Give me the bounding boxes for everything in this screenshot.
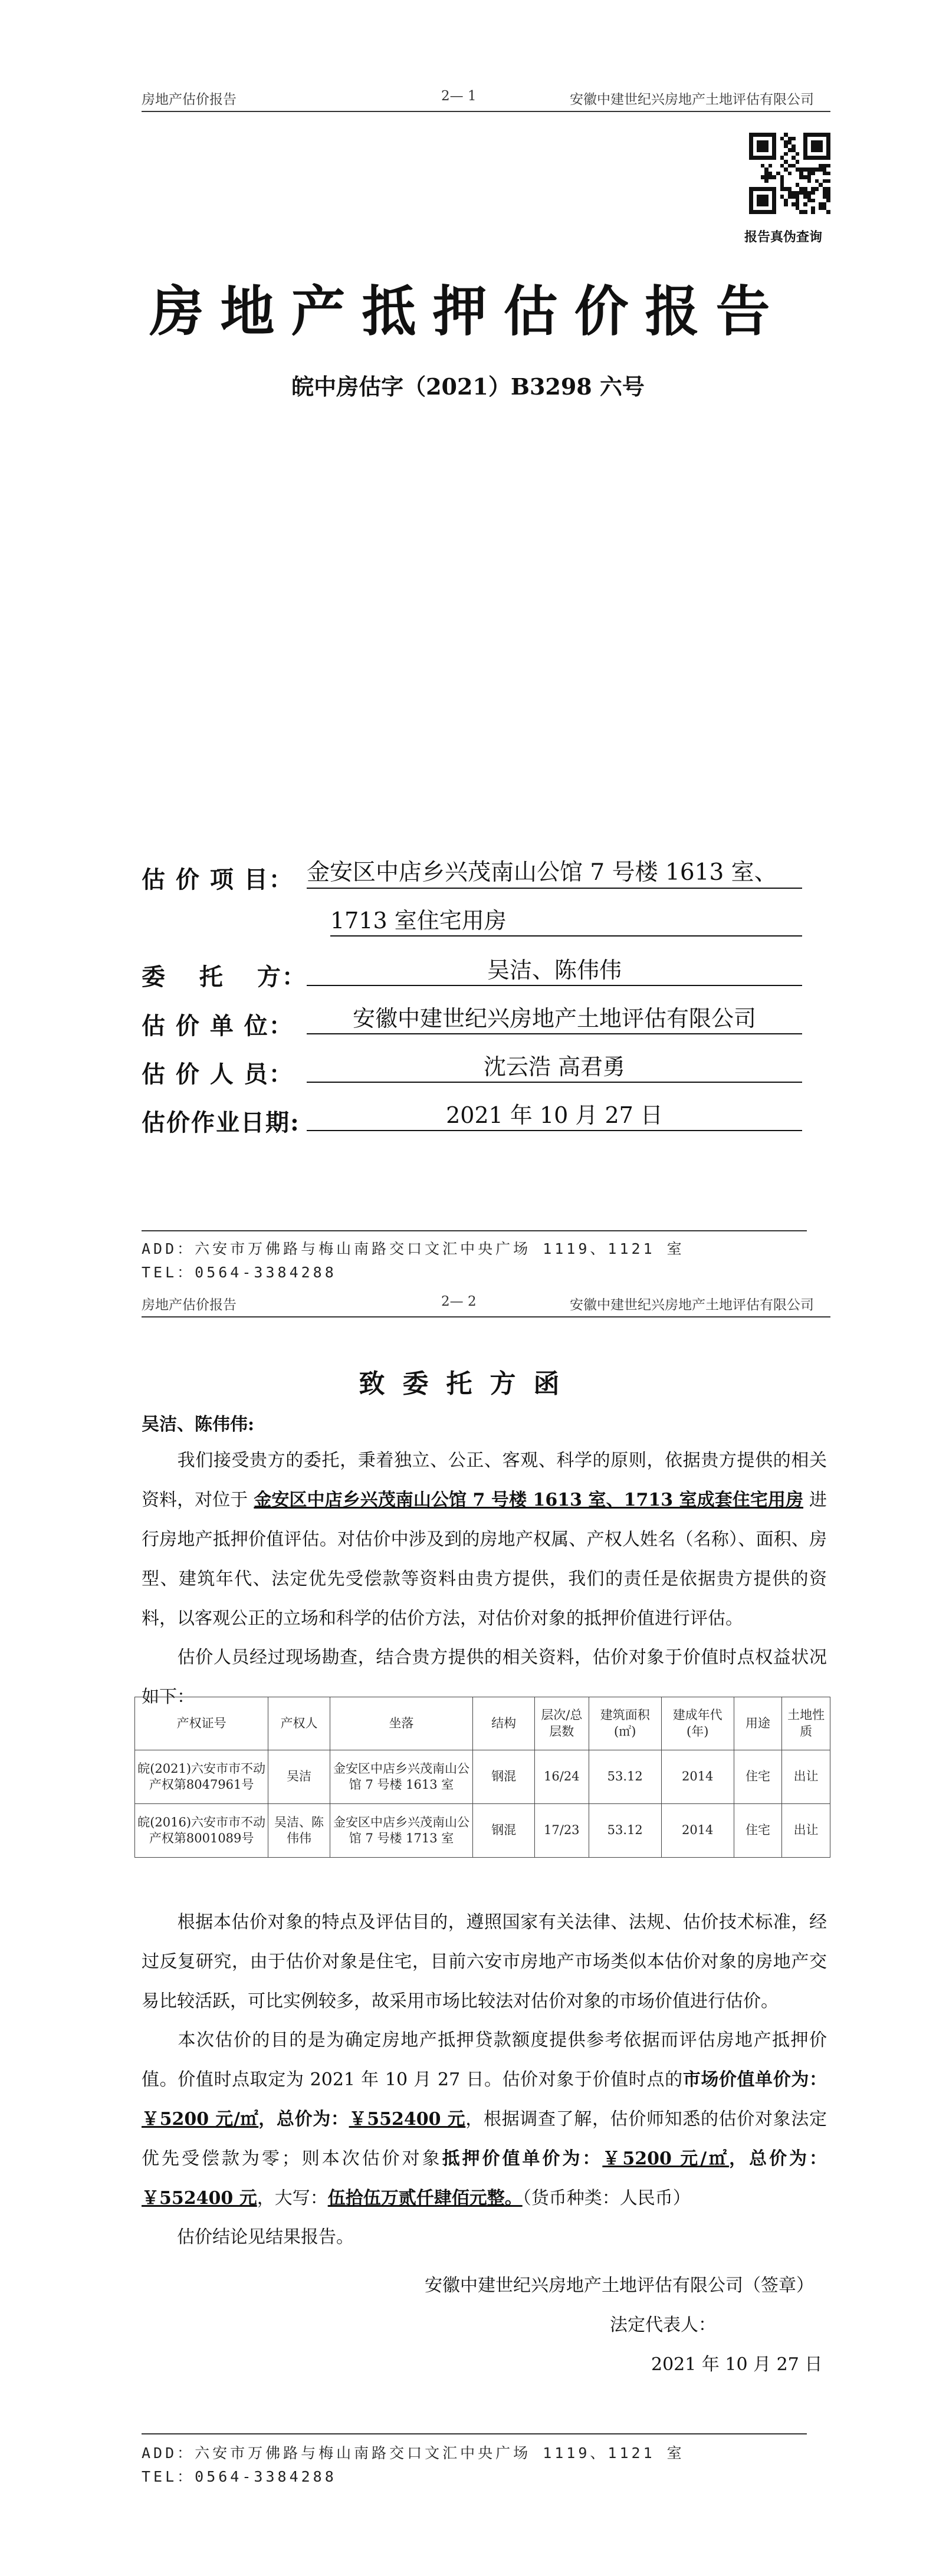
project-label: 估 价 项 目： [142,866,294,893]
cell-location: 金安区中店乡兴茂南山公馆 7 号楼 1713 室 [330,1804,473,1858]
cell-cert-no: 皖(2016)六安市市不动产权第8001089号 [135,1804,268,1858]
p4-mortgage-total: ￥552400 元 [142,2188,257,2209]
p1-text-c: 进行房地产抵押价值评估。对估价中涉及到的房地产权属、产权人姓名（名称）、面积、房型、建筑年代、法定优先受偿款等资料由贵方提供，我们的责任是依据贵方提供的资料，以客观公正的立场和科学的估价方法，对估价对象的抵押价值进行评估。 [142,1490,827,1629]
property-rights-table [134,1697,830,1858]
client-value: 吴洁、陈伟伟 [307,957,802,986]
p4-mortgage-unit-price: ￥5200 元/㎡ [602,2148,730,2169]
th-floor: 层次/总层数 [534,1697,589,1750]
page2-header-page: 2— 2 [441,1294,477,1309]
p1-text-a: 我们接受贵方的委托，秉着独立、公正、客观、科学的原则，依据贵方提供的相关资料，对位于 [142,1450,827,1510]
page1-footer-tel: TEL：0564-3384288 [142,1264,337,1281]
unit-value: 安徽中建世纪兴房地产土地评估有限公司 [307,1005,802,1034]
letter-title: 致委托方函 [359,1369,577,1399]
cell-area: 53.12 [589,1804,661,1858]
table-row [135,1804,830,1858]
th-land-type: 土地性质 [782,1697,830,1750]
table-row [135,1750,830,1804]
th-usage: 用途 [734,1697,782,1750]
letter-paragraph-3 [142,1903,827,2021]
p4-total-label-1: ，总价为： [258,2109,349,2130]
report-title: 房地产抵押估价报告 [149,280,787,343]
project-value-line1: 金安区中店乡兴茂南山公馆 7 号楼 1613 室、 [307,859,802,889]
cell-land-type: 出让 [782,1804,830,1858]
page2-footer-tel: TEL：0564-3384288 [142,2468,337,2485]
p2-text: 估价人员经过现场勘查，结合贵方提供的相关资料，估价对象于价值时点权益状况如下： [142,1647,827,1707]
page1-footer-rule [142,1230,807,1231]
cell-year: 2014 [661,1804,734,1858]
client-label: 委 托 方： [142,963,307,991]
qr-caption: 报告真伪查询 [744,229,823,245]
staff-value: 沈云浩 高君勇 [307,1053,802,1083]
th-owner: 产权人 [268,1697,330,1750]
signature-company: 安徽中建世纪兴房地产土地评估有限公司（签章） [425,2275,814,2296]
letter-paragraph-5 [142,2217,827,2257]
letter-salutation: 吴洁、陈伟伟: [142,1414,255,1435]
letter-date: 2021 年 10 月 27 日 [651,2354,823,2375]
cell-usage: 住宅 [734,1804,782,1858]
page1-header-right: 安徽中建世纪兴房地产土地评估有限公司 [570,92,814,107]
unit-label: 估 价 单 位： [142,1012,294,1040]
table-header-row [135,1697,830,1750]
cell-year: 2014 [661,1750,734,1804]
p4-text-a: 本次估价的目的是为确定房地产抵押贷款额度提供参考依据而评估房地产抵押价值。价值时点取定为 2021 年 10 月 27 日。估价对象于价值时点的 [142,2030,827,2090]
cell-owner: 吴洁、陈伟伟 [268,1804,330,1858]
th-structure: 结构 [473,1697,534,1750]
p4-capital-amount: 伍拾伍万贰仟肆佰元整。 [327,2188,523,2209]
page1-header-left: 房地产估价报告 [142,92,237,107]
th-cert-no: 产权证号 [135,1697,268,1750]
cell-floor: 17/23 [534,1804,589,1858]
p4-text-f: ，根据调查了解，估价师知悉的估价对象法定优先受偿款为零；则本次估价对象 [142,2109,827,2169]
cell-area: 53.12 [589,1750,661,1804]
page1-header-rule [142,111,830,112]
cell-location: 金安区中店乡兴茂南山公馆 7 号楼 1613 室 [330,1750,473,1804]
qr-code-icon [749,133,830,214]
page2-footer-rule [142,2433,807,2434]
date-value: 2021 年 10 月 27 日 [307,1102,802,1131]
project-value-line2: 1713 室住宅用房 [330,907,802,937]
page2-header-right: 安徽中建世纪兴房地产土地评估有限公司 [570,1297,814,1313]
cell-structure: 钢混 [473,1804,534,1858]
page1-footer-address: ADD：六安市万佛路与梅山南路交口文汇中央广场 1119、1121 室 [142,1240,685,1257]
th-location: 坐落 [330,1697,473,1750]
p4-market-unit-price: ￥5200 元/㎡ [142,2109,259,2130]
cell-floor: 16/24 [534,1750,589,1804]
cell-cert-no: 皖(2021)六安市市不动产权第8047961号 [135,1750,268,1804]
th-year: 建成年代(年) [661,1697,734,1750]
p4-market-label: 市场价值单价为： [682,2069,827,2090]
p3-text: 根据本估价对象的特点及评估目的，遵照国家有关法律、法规、估价技术标准，经过反复研究，由于估价对象是住宅，目前六安市房地产市场类似本估价对象的房地产交易比较活跃，可比实例较多，故采用市场比较法对估价对象的市场价值进行估价。 [142,1912,827,2012]
report-number: 皖中房估字（2021）B3298 六号 [291,373,645,400]
date-label: 估价作业日期: [142,1109,300,1136]
p4-capital-label: ，大写： [257,2188,328,2209]
cell-land-type: 出让 [782,1750,830,1804]
th-area: 建筑面积(㎡) [589,1697,661,1750]
page2-footer-address: ADD：六安市万佛路与梅山南路交口文汇中央广场 1119、1121 室 [142,2444,685,2462]
p4-total-label-2: ，总价为： [729,2148,827,2169]
cell-usage: 住宅 [734,1750,782,1804]
cell-owner: 吴洁 [268,1750,330,1804]
p4-currency: （货币种类：人民币） [522,2188,691,2209]
staff-label: 估 价 人 员： [142,1060,294,1088]
p5-text: 估价结论见结果报告。 [177,2227,354,2248]
p4-market-total: ￥552400 元 [349,2109,466,2130]
letter-paragraph-1 [142,1441,827,1638]
letter-paragraph-4 [142,2020,827,2218]
page1-header-page: 2— 1 [441,88,477,104]
page2-header-rule [142,1316,830,1317]
cell-structure: 钢混 [473,1750,534,1804]
p1-property-address: 金安区中店乡兴茂南山公馆 7 号楼 1613 室、1713 室成套住宅用房 [254,1490,804,1510]
p4-mortgage-label: 抵押价值单价为： [442,2148,603,2169]
page2-header-left: 房地产估价报告 [142,1297,237,1313]
legal-representative: 法定代表人： [610,2315,716,2335]
